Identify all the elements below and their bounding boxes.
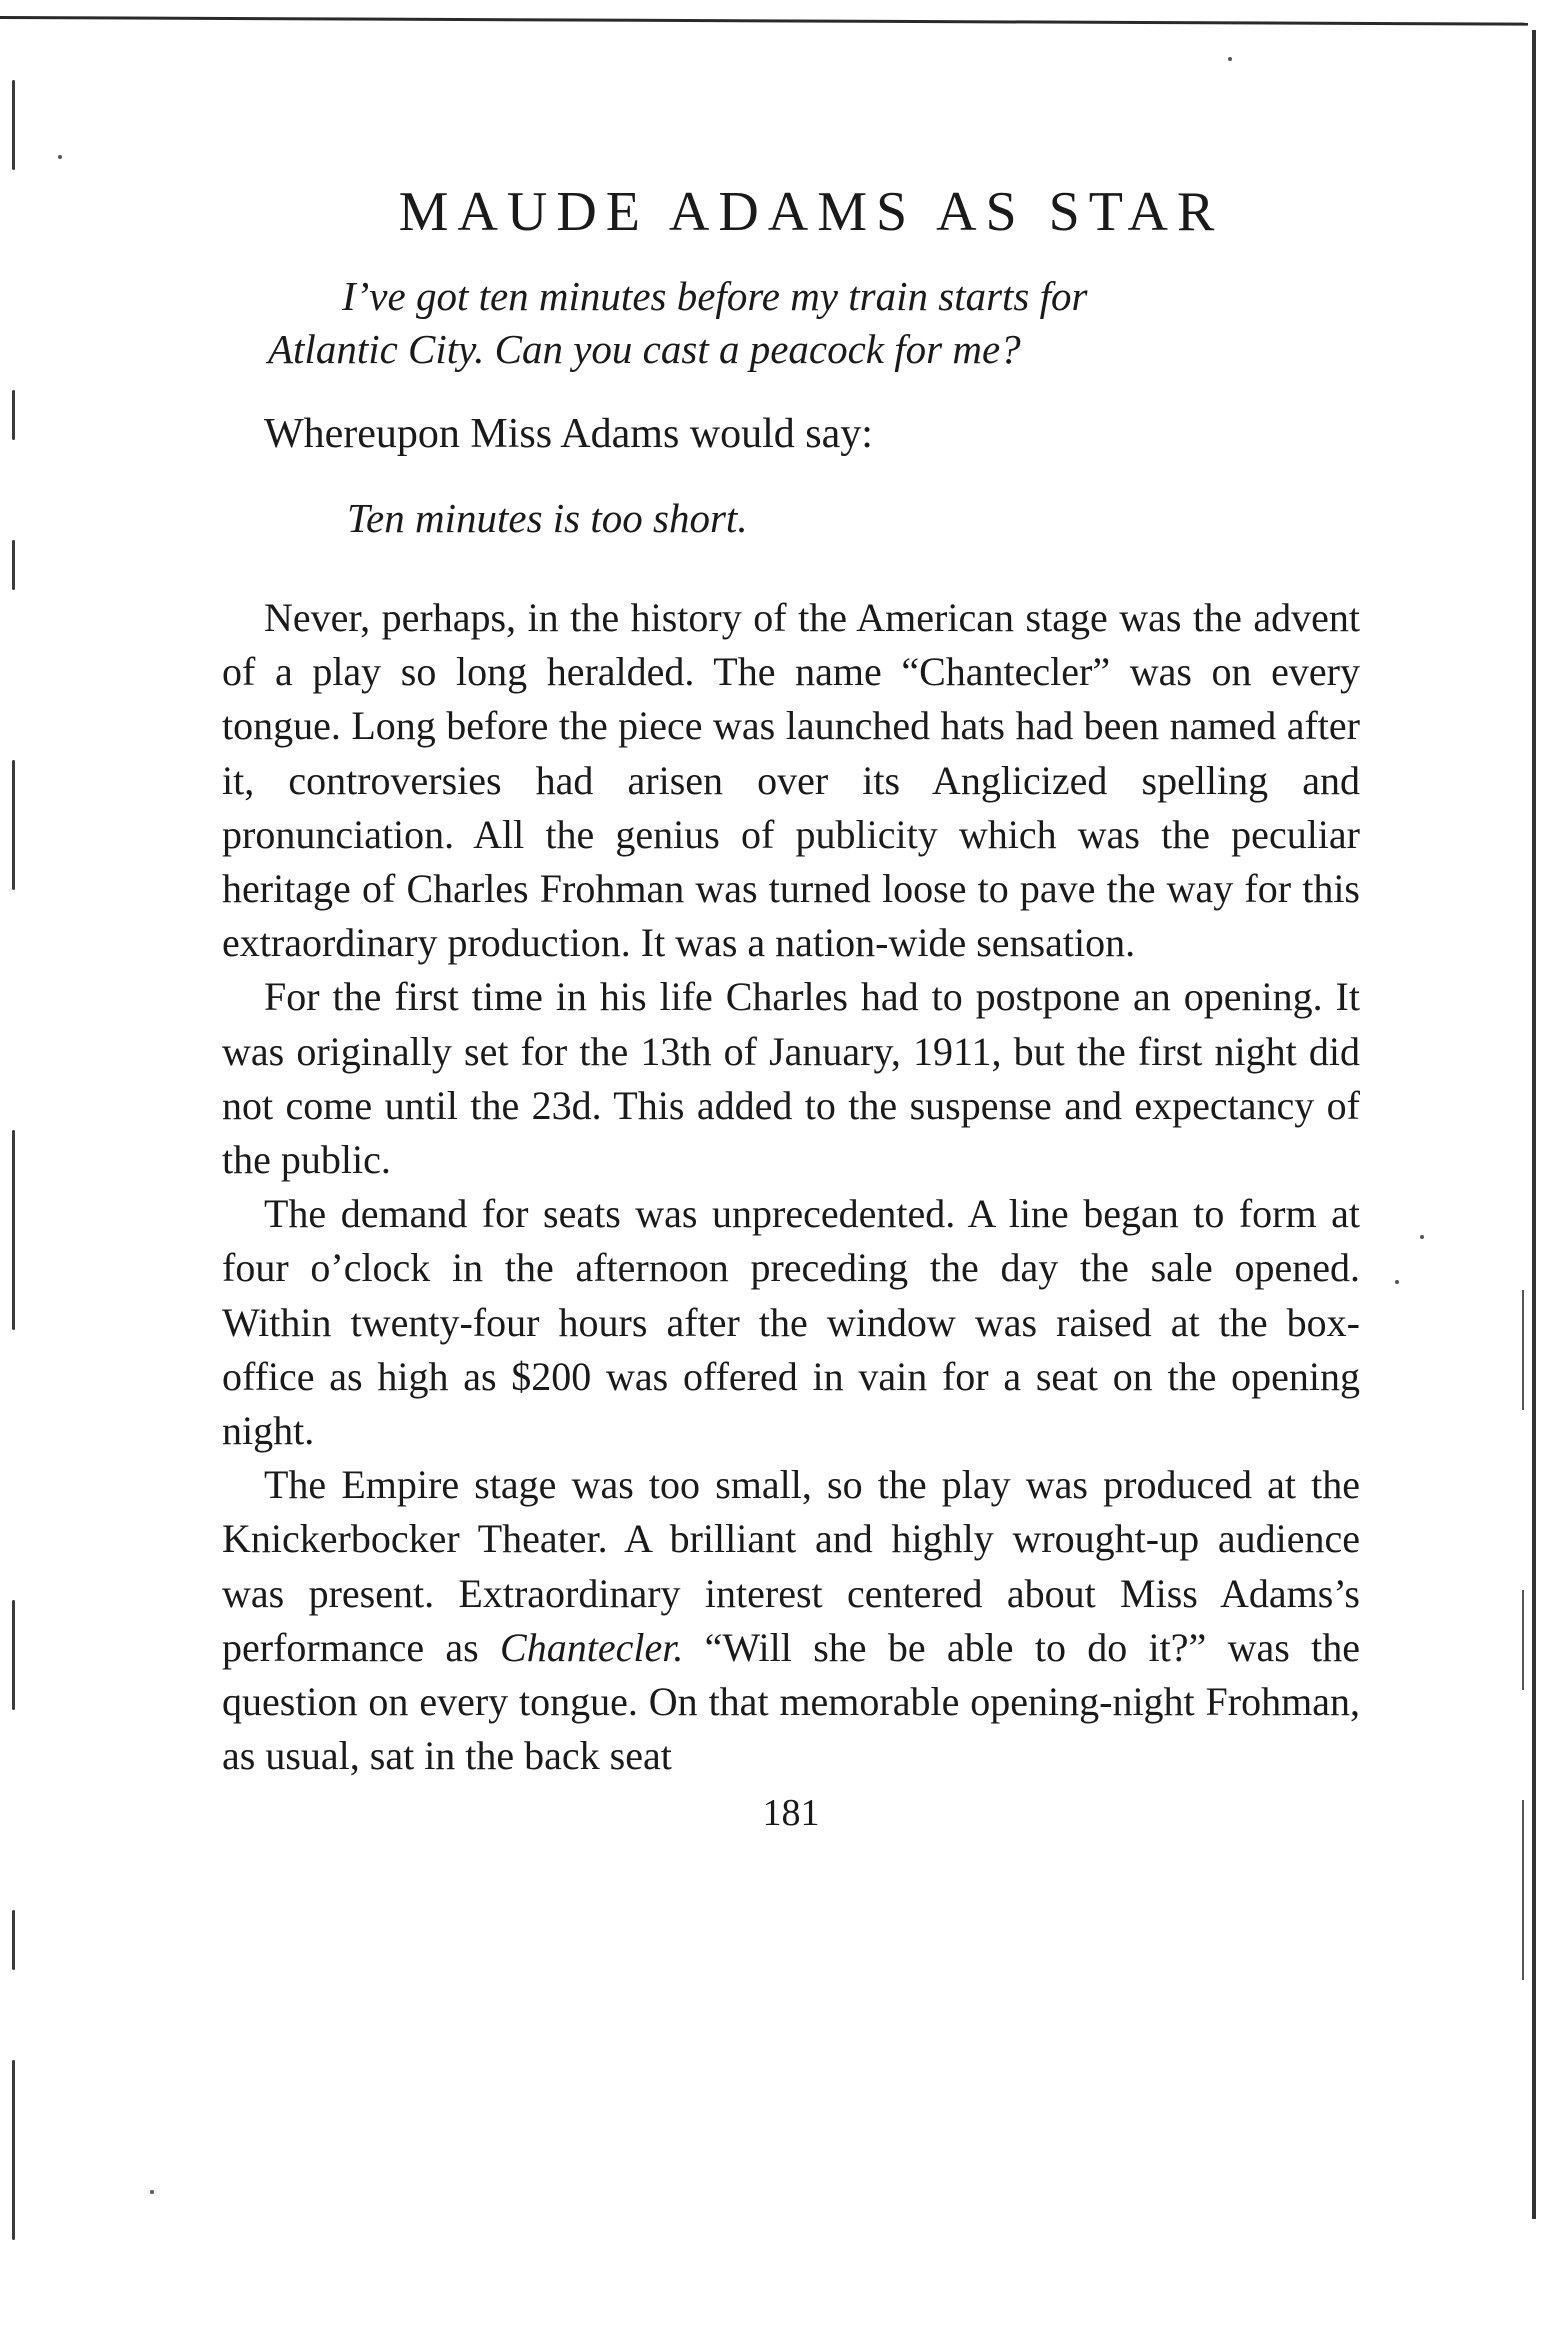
page-top-edge	[0, 16, 1528, 26]
page-left-edge-mark	[12, 1910, 15, 1970]
scan-speck	[58, 155, 62, 159]
scan-speck	[150, 2190, 154, 2194]
paragraph: For the first time in his life Charles had to postpone an opening. It was originally set for the 13th of January, 1911, but the first night did not come until the 23d. This added to the suspense and expectancy of the public.	[222, 974, 1360, 1183]
scan-speck	[1420, 1235, 1424, 1239]
page-left-edge-mark	[12, 760, 15, 890]
paragraph: Never, perhaps, in the history of the American stage was the advent of a play so long heralded. The name “Chantecler” was on every tongue. Long before the piece was launched hats had been named after it, controversies had arisen over its Anglicized spelling and pronunciation. All the genius of publicity which was the peculiar heritage of Charles Frohman was turned loose to pave the way for this extraordinary production. It was a nation-wide sensation.	[222, 595, 1360, 966]
page-right-edge-mark	[1522, 1590, 1524, 1690]
scan-speck	[1395, 1280, 1399, 1284]
paragraph	[222, 1458, 1360, 1783]
quote-line: Atlantic City. Can you cast a peacock for me?	[268, 326, 1021, 372]
page-right-edge-mark	[1522, 1800, 1524, 1980]
page-right-edge-mark	[1522, 1290, 1524, 1410]
body-text	[222, 591, 1360, 1783]
book-page	[222, 180, 1360, 1835]
paragraph-text: “Will she be able to do it?” was the question on every tongue. On that memorable opening-night Frohman, as usual, sat in the back seat	[222, 1624, 1360, 1779]
epigraph-quote	[222, 270, 1360, 376]
scan-speck	[1228, 57, 1232, 61]
page-left-edge-mark	[12, 1130, 15, 1330]
page-right-edge	[1532, 30, 1536, 2219]
quote-line: I’ve got ten minutes before my train starts for	[342, 273, 1088, 319]
page-left-edge-mark	[12, 2060, 15, 2240]
page-number: 181	[762, 1792, 820, 1835]
page-left-edge-mark	[12, 80, 15, 170]
play-title-italic: Chantecler.	[500, 1624, 684, 1670]
page-left-edge-mark	[12, 390, 15, 440]
running-head: MAUDE ADAMS AS STAR	[398, 181, 1224, 243]
reply-quote: Ten minutes is too short.	[347, 495, 748, 541]
page-left-edge-mark	[12, 1600, 15, 1710]
lead-in-text: Whereupon Miss Adams would say:	[264, 411, 873, 457]
paragraph-text: The Empire stage was too small, so the play was produced at the Knickerbocker Theater. A brilliant and highly wrought-up audience was present. Extraordinary interest centered about Miss Adams’s performance as	[222, 1462, 1360, 1670]
paragraph: The demand for seats was unprecedented. A line began to form at four o’clock in the afternoon preceding the day the sale opened. Within twenty-four hours after the window was raised at the box-office as high as $200 was offered in vain for a seat on the opening night.	[222, 1191, 1360, 1454]
page-left-edge-mark	[12, 540, 15, 590]
